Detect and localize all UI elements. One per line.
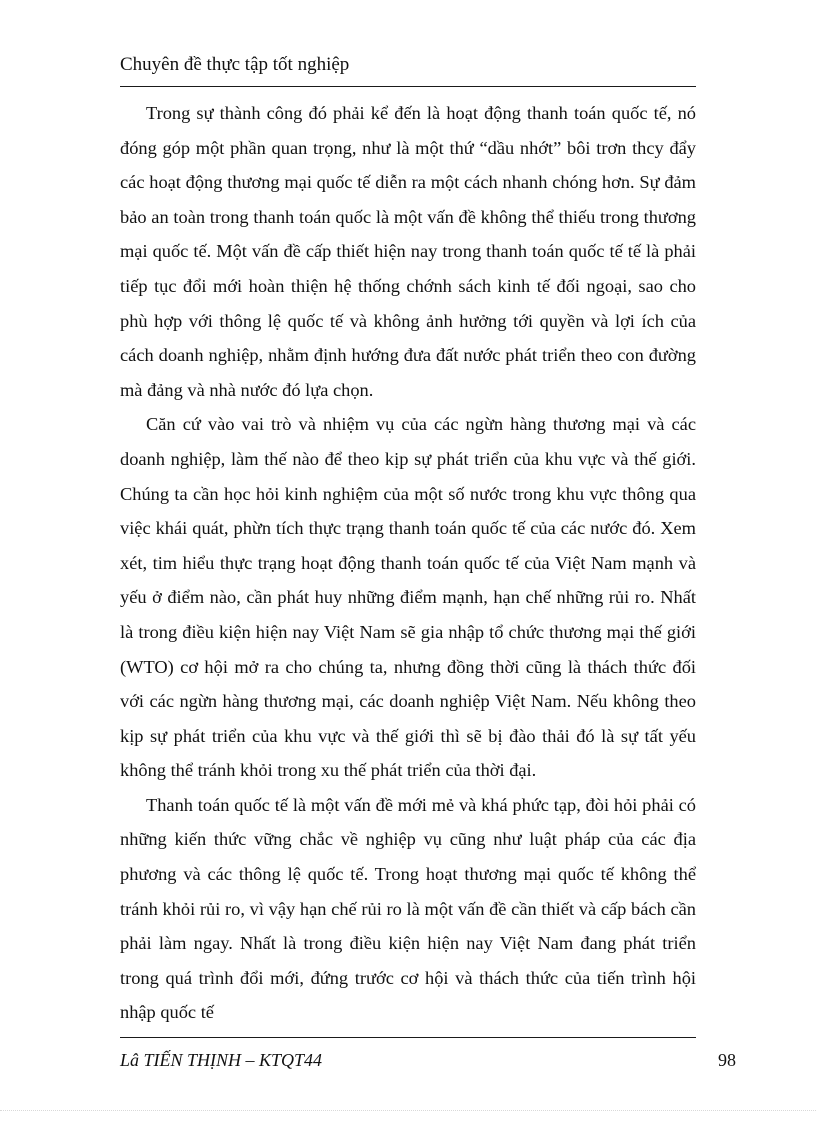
- body-paragraph-3: Thanh toán quốc tế là một vấn đề mới mẻ và khá phức tạp, đòi hỏi phải có những kiến thức vững chắc về nghiệp vụ cũng như luật pháp của các địa phương và các thông lệ quốc tế. Trong hoạt thương mại quốc tế không thể tránh khỏi rủi ro, vì vậy hạn chế rủi ro là một vấn đề cần thiết và cấp bách cần phải làm ngay. Nhất là trong điều kiện hiện nay Việt Nam đang phát triển trong quá trình đổi mới, đứng trước cơ hội và thách thức của tiến trình hội nhập quốc tế: [120, 794, 696, 1023]
- body-paragraph-1: Trong sự thành công đó phải kể đến là hoạt động thanh toán quốc tế, nó đóng góp một phần quan trọng, như là một thứ “dầu nhớt” bôi trơn thcy đẩy các hoạt động thương mại quốc tế diễn ra một cách nhanh chóng hơn. Sự đảm bảo an toàn trong thanh toán quốc là một vấn đề không thể thiếu trong thương mại quốc tế. Một vấn đề cấp thiết hiện nay trong thanh toán quốc tế tế là phải tiếp tục đổi mới hoàn thiện hệ thống chớnh sách kinh tế đối ngoại, sao cho phù hợp với thông lệ quốc tế và không ảnh hưởng tới quyền và lợi ích của cách doanh nghiệp, nhằm định hướng đưa đất nước phát triển theo con đường mà đảng và nhà nước đó lựa chọn.: [120, 103, 696, 400]
- footer-divider: [120, 1037, 696, 1038]
- footer-author: Lâ TIẾN THỊNH – KTQT44: [120, 1050, 323, 1070]
- header-divider: [120, 86, 696, 87]
- document-body: [120, 96, 696, 1030]
- running-header-title: Chuyên đề thực tập tốt nghiệp: [120, 54, 350, 75]
- body-paragraph-2: Căn cứ vào vai trò và nhiệm vụ của các ngừn hàng thương mại và các doanh nghiệp, làm thế nào để theo kịp sự phát triển của khu vực và thế giới. Chúng ta cần học hỏi kinh nghiệm của một số nước trong khu vực thông qua việc khái quát, phừn tích thực trạng thanh toán quốc tế của các nước đó. Xem xét, tim hiểu thực trạng hoạt động thanh toán quốc tế của Việt Nam mạnh và yếu ở điểm nào, cần phát huy những điểm mạnh, hạn chế những rủi ro. Nhất là trong điều kiện hiện nay Việt Nam sẽ gia nhập tổ chức thương mại thế giới (WTO) cơ hội mở ra cho chúng ta, nhưng đồng thời cũng là thách thức đối với các ngừn hàng thương mại, các doanh nghiệp Việt Nam. Nếu không theo kịp sự phát triển của khu vực và thế giới thì sẽ bị đào thải đó là sự tất yếu không thể tránh khỏi trong xu thế phát triển của thời đại.: [120, 414, 696, 781]
- page-bottom-edge: [0, 1110, 816, 1111]
- page-number: 98: [718, 1050, 736, 1070]
